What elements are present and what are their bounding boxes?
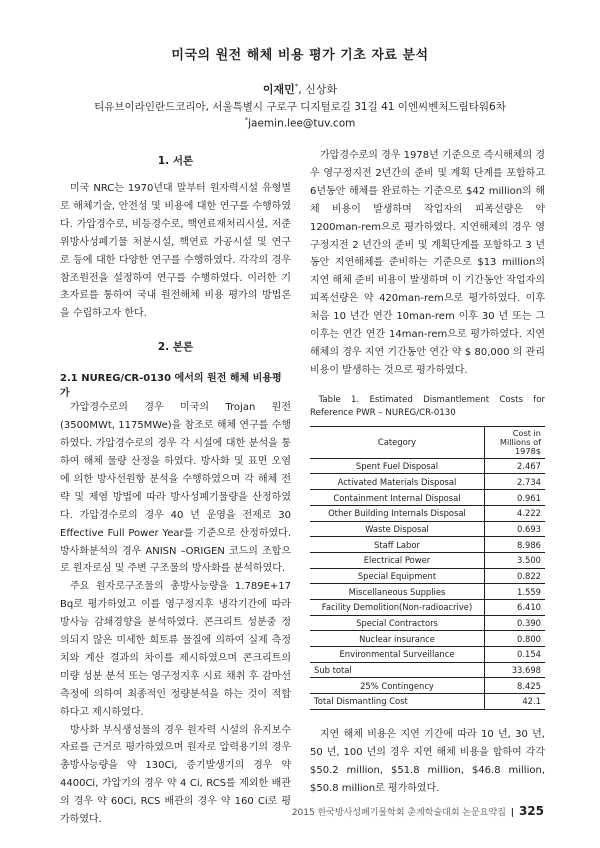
table-row [310, 584, 545, 600]
row-category: Special Contractors [310, 615, 485, 631]
page-footer [292, 804, 544, 818]
total-label: Total Dismantling Cost [310, 694, 485, 710]
contingency-value: 8.425 [485, 678, 546, 694]
header-cost-line-3: 1978$ [514, 445, 541, 456]
footer-separator: | [510, 808, 515, 818]
subtotal-value: 33.698 [485, 662, 546, 678]
row-cost: 0.822 [485, 568, 546, 584]
header-category: Category [310, 426, 485, 458]
table-header-row [310, 426, 545, 458]
author-mark: * [294, 82, 299, 91]
right-paragraph-2: 지연 해체 비용은 지연 기간에 따라 10 년, 30 년, 50 년, 100 년의 경우 지연 해체 비용을 합하여 각각 $50.2 million, $51.8 million, $46.8 million, $50.8 million로 평가하였다. [310, 728, 545, 794]
table-row [310, 490, 545, 506]
right-column [310, 147, 545, 797]
author-line [0, 81, 600, 97]
table-caption: Table 1. Estimated Dismantlement Costs for Reference PWR – NUREG/CR-0130 [310, 394, 545, 418]
body-paragraph-2: 주요 원자로구조물의 총방사능량을 1.789E+17 Bq로 평가하였고 이를 영구정지후 냉각기간에 따라 방사능 감쇄경향을 분석하였다. 콘크리트 성분중 정의되지 않은 미세한 희토류 물질에 의하여 실제 측정치와 계산 결과의 차이를 제시하였으며 콘크리트의 미량 성분 분석 또는 영구정지후 시료 채취 후 감마선 측정에 의하여 최종적인 정량분석을 하는 것이 적합하다고 제시하였다. [60, 581, 291, 718]
conference-name: 2015 한국방사성폐기물학회 춘계학술대회 논문요약집 [291, 808, 506, 818]
body-paragraph-1: 가압경수로의 경우 미국의 Trojan 원전(3500MWt, 1175MWe)을 참조로 해체 연구를 수행하였다. 가압경수로의 경우 각 시설에 대한 분석을 통하여 해체 물량 산정을 하였다. 방사화 및 표면 오염에 의한 방사선원항 분석을 수행하였으며 각 해체 전략 및 제염 방법에 따라 방사성폐기물량을 산정하였다. 가압경수로의 경우 40 년 운영을 전제로 30 Effective Full Power Year를 기준으로 산정하였다. 방사화분석의 경우 ANISN –ORIGEN 코드의 조합으로 원자로심 및 주변 구조물의 방사화를 분석하였다. [60, 402, 291, 575]
row-category: Miscellaneous Supplies [310, 584, 485, 600]
contingency-label: 25% Contingency [310, 678, 485, 694]
total-row [310, 694, 545, 710]
row-category: Nuclear insurance [310, 631, 485, 647]
row-cost: 2.467 [485, 458, 546, 474]
row-category: Spent Fuel Disposal [310, 458, 485, 474]
email-line [0, 116, 600, 130]
row-cost: 2.734 [485, 474, 546, 490]
row-category: Environmental Surveillance [310, 647, 485, 663]
row-category: Facility Demolition(Non-radioacrive) [310, 599, 485, 615]
co-author: , 신상화 [298, 83, 338, 96]
row-cost: 6.410 [485, 599, 546, 615]
paper-title: 미국의 원전 해체 비용 평가 기초 자료 분석 [171, 48, 429, 63]
row-cost: 3.500 [485, 552, 546, 568]
cost-table [310, 426, 545, 710]
left-column [60, 147, 291, 829]
affiliation: 티유브이라인란드코리아, 서울특별시 구로구 디지털로길 31길 41 이엔씨벤처드림타워6차 [94, 101, 506, 113]
row-cost: 0.390 [485, 615, 546, 631]
table-row [310, 647, 545, 663]
subsection-heading: 2.1 NUREG/CR-0130 에서의 원전 해체 비용평가 [60, 373, 282, 400]
row-category: Activated Materials Disposal [310, 474, 485, 490]
table-row [310, 631, 545, 647]
page-number: 325 [518, 804, 544, 818]
intro-paragraph: 미국 NRC는 1970년대 말부터 원자력시설 유형별로 해체기술, 안전성 및 비용에 대한 연구를 수행하였다. 가압경수로, 비등경수로, 핵연료재처리시설, 저준위방사성폐기물 처분시설, 핵연료 가공시설 및 연구로 등에 대한 다양한 연구를 수행하였다. 각각의 경우 참조원전을 설정하여 연구를 수행하였다. 이러한 기초자료를 통하여 국내 원전해체 비용 평가의 방법론을 수립하고자 한다. [60, 183, 291, 320]
row-cost: 0.961 [485, 490, 546, 506]
author-email[interactable]: jaemin.lee@tuv.com [248, 117, 356, 130]
row-cost: 1.559 [485, 584, 546, 600]
subtotal-label: Sub total [310, 662, 485, 678]
table-row [310, 537, 545, 553]
table-row [310, 615, 545, 631]
header-cost-line-1: Cost in [512, 427, 541, 438]
table-row [310, 568, 545, 584]
table-row [310, 505, 545, 521]
table-row [310, 474, 545, 490]
row-cost: 8.986 [485, 537, 546, 553]
email-mark: * [244, 116, 249, 124]
row-cost: 4.222 [485, 505, 546, 521]
row-category: Special Equipment [310, 568, 485, 584]
right-paragraph-1: 가압경수로의 경우 1978년 기준으로 즉시해체의 경우 영구정지전 2년간의 준비 및 계획 단계를 포함하고 6년동안 해체를 완료하는 기준으로 $42 million의 해체 비용이 발생하며 작업자의 피폭선량은 약 1200man-rem으로 평가하였다. 지연해체의 경우 영구정지전 2 년간의 준비 및 계획단계를 포함하고 3 년 동안 지연해체를 준비하는 기준으로 $13 million의 지연 해체 준비 비용이 발생하며 이 기간동안 작업자의 피폭선량은 약 420man-rem으로 평가하였다. 이후 처음 10 년간 연간 10man-rem 이후 30 년 또는 그 이후는 연간 연간 14man-rem으로 평가하였다. 지연해체의 경우 지연 기간동안 연간 약 $ 80,000 의 관리비용이 발생하는 것으로 평가하였다. [310, 150, 545, 376]
total-value: 42.1 [485, 694, 546, 710]
intro-heading: 1. 서론 [157, 155, 194, 167]
row-category: Containment Internal Disposal [310, 490, 485, 506]
body-paragraph-3: 방사화 부식생성물의 경우 원자력 시설의 유지보수 자료를 근거로 평가하였으며 원자로 압력용기의 경우 총방사능량을 약 130Ci, 증기발생기의 경우 약 4400Ci, 가압기의 경우 약 4 Ci, RCS를 제외한 배관의 경우 약 60Ci, RCS 배관의 경우 약 160 Ci로 평가하였다. [60, 724, 291, 826]
row-category: Electrical Power [310, 552, 485, 568]
contingency-row [310, 678, 545, 694]
row-cost: 0.800 [485, 631, 546, 647]
subtotal-row [310, 662, 545, 678]
table-row [310, 599, 545, 615]
table-row [310, 458, 545, 474]
row-category: Waste Disposal [310, 521, 485, 537]
table-row [310, 552, 545, 568]
row-category: Staff Labor [310, 537, 485, 553]
table-row [310, 521, 545, 537]
body-heading: 2. 본론 [157, 341, 194, 354]
row-cost: 0.154 [485, 647, 546, 663]
header-cost-line-2: Millions of [499, 436, 541, 447]
corresponding-author: 이재민 [262, 83, 295, 96]
row-category: Other Building Internals Disposal [310, 505, 485, 521]
row-cost: 0.693 [485, 521, 546, 537]
header-cost [485, 426, 546, 458]
